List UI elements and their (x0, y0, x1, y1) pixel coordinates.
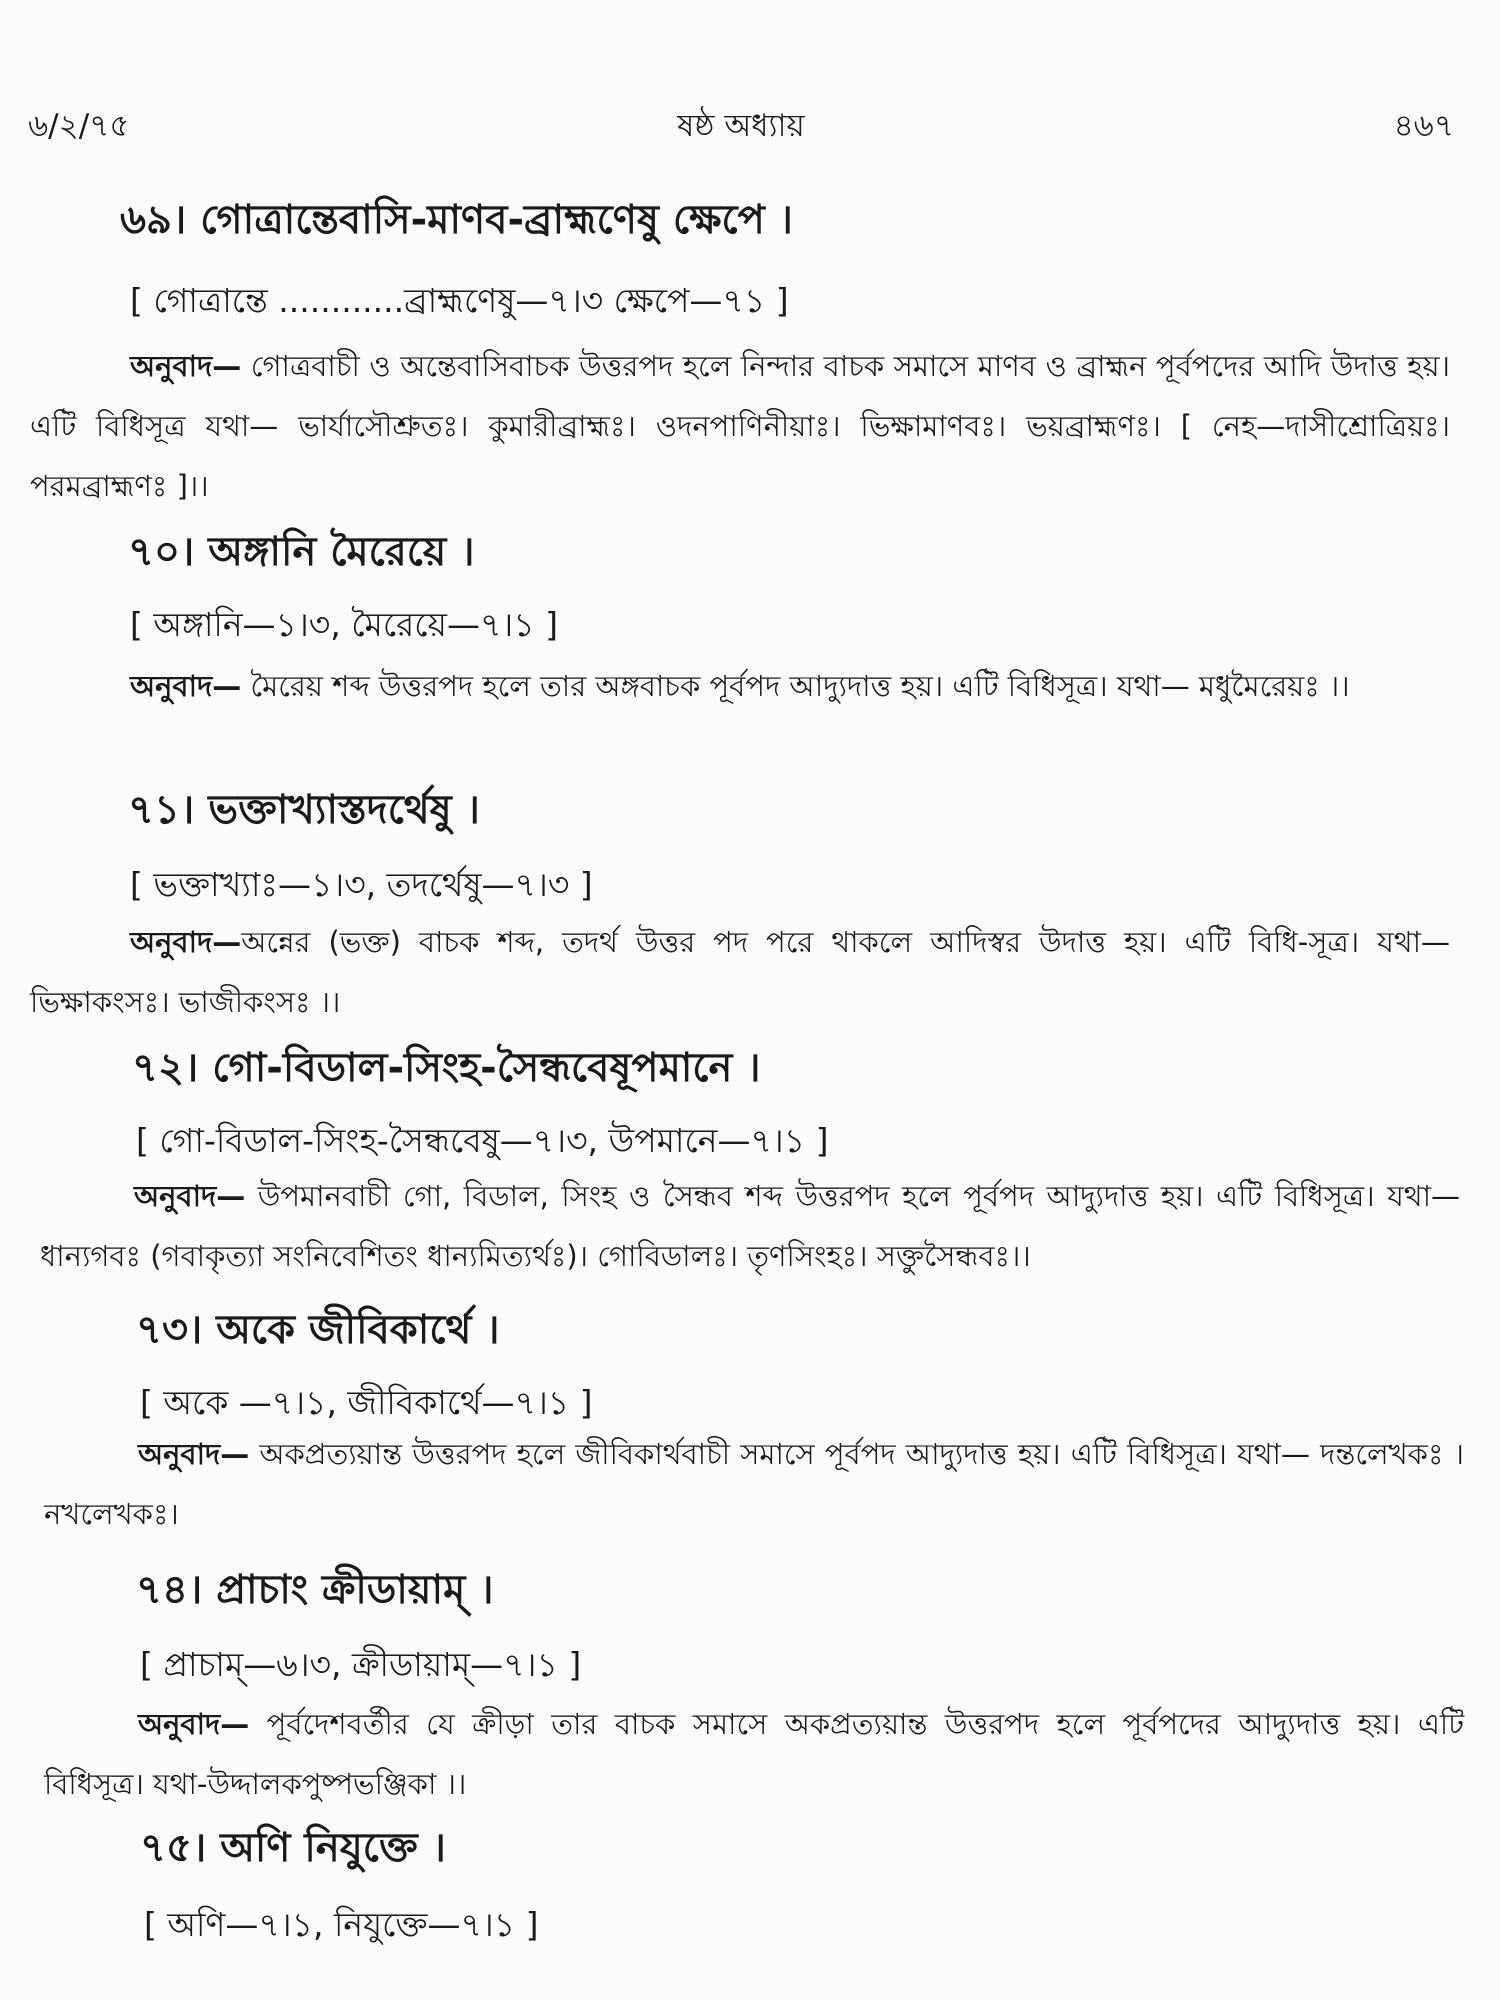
sutra-reference: [ অণি—৭।১, নিযুক্তে—৭।১ ] (144, 1905, 539, 1944)
translation-label: অনুবাদ— (130, 669, 242, 703)
translation-label: অনুবাদ— (138, 1437, 250, 1471)
translation-text: অকপ্রত্যয়ান্ত উত্তরপদ হলে জীবিকার্থবাচী সমাসে পূর্বপদ আদ্যুদাত্ত হয়। এটি বিধিসূত্র। যথা— দন্তলেখকঃ । নখলেখকঃ। (44, 1437, 1464, 1531)
sutra-reference: [ অঙ্গানি—১।৩, মৈরেয়ে—৭।১ ] (130, 605, 559, 644)
chapter-title: ষষ্ঠ অধ্যায় (677, 108, 805, 144)
translation-text: পূর্বদেশবর্তীর যে ক্রীড়া তার বাচক সমাসে অকপ্রত্যয়ান্ত উত্তরপদ হলে পূর্বপদের আদ্যুদাত্ত হয়। এটি বিধিসূত্র। যথা-উদ্দালকপুষ্পভঞ্জিকা ।। (44, 1707, 1464, 1801)
running-header (28, 104, 1454, 148)
translation-label: অনুবাদ— (138, 1707, 250, 1741)
sutra-title: ৭৫। অণি নিযুক্তে । (140, 1825, 446, 1871)
sutra-reference: [ প্রাচাম্—৬।৩, ক্রীডায়াম্—৭।১ ] (140, 1645, 582, 1684)
sutra-translation (44, 1694, 1464, 1814)
sutra-reference: [ ভক্তাখ্যাঃ—১।৩, তদর্থেষু—৭।৩ ] (130, 865, 593, 904)
sutra-title: ৭০। অঙ্গানি মৈরেয়ে । (128, 529, 475, 575)
sutra-title: ৭২। গো-বিডাল-সিংহ-সৈন্ধবেষূপমানে । (132, 1045, 761, 1091)
sutra-reference: [ গো-বিডাল-সিংহ-সৈন্ধবেষু—৭।৩, উপমানে—৭।১ ] (136, 1121, 829, 1160)
translation-label: অনুবাদ— (130, 349, 242, 383)
sutra-title: ৭৪। প্রাচাং ক্রীডায়াম্ । (136, 1567, 494, 1613)
sutra-reference: [ অকে —৭।১, জীবিকার্থে—৭।১ ] (140, 1383, 593, 1422)
translation-text: গোত্রবাচী ও অন্তেবাসিবাচক উত্তরপদ হলে নিন্দার বাচক সমাসে মাণব ও ব্রাহ্মন পূর্বপদের আদি উদাত্ত হয়। এটি বিধিসূত্র যথা— ভার্যাসৌশ্রুতঃ। কুমারীব্রাহ্মঃ। ওদনপাণিনীয়াঃ। ভিক্ষামাণবঃ। ভয়ব্রাহ্মণঃ। [ নেহ—দাসীশ্রোত্রিয়ঃ। পরমব্রাহ্মণঃ ]।। (30, 349, 1450, 503)
sutra-reference: [ গোত্রান্তে ............ব্রাহ্মণেষু—৭।৩ ক্ষেপে—৭১ ] (130, 281, 789, 320)
translation-text: অন্নের (ভক্ত) বাচক শব্দ, তদর্থ উত্তর পদ পরে থাকলে আদিস্বর উদাত্ত হয়। এটি বিধি-সূত্র। যথা—ভিক্ষাকংসঃ। ভাজীকংসঃ ।। (30, 925, 1450, 1019)
sutra-title: ৭১। ভক্তাখ্যাস্তদর্থেষু । (128, 787, 480, 833)
translation-label: অনুবাদ— (134, 1179, 246, 1213)
sutra-title: ৬৯। গোত্রান্তেবাসি-মাণব-ব্রাহ্মণেষু ক্ষেপে । (120, 197, 793, 243)
translation-label: অনুবাদ— (130, 925, 242, 959)
page-number: ৪৬৭ (1393, 108, 1454, 144)
sutra-translation (40, 1166, 1460, 1286)
sutra-translation (30, 912, 1450, 1032)
translation-text: উপমানবাচী গো, বিডাল, সিংহ ও সৈন্ধব শব্দ উত্তরপদ হলে পূর্বপদ আদ্যুদাত্ত হয়। এটি বিধিসূত্র। যথা—ধান্যগবঃ (গবাকৃত্যা সংনিবেশিতং ধান্যমিত্যর্থঃ)। গোবিডালঃ। তৃণসিংহঃ। সক্তুসৈন্ধবঃ।। (40, 1179, 1460, 1273)
translation-text: মৈরেয় শব্দ উত্তরপদ হলে তার অঙ্গবাচক পূর্বপদ আদ্যুদাত্ত হয়। এটি বিধিসূত্র। যথা— মধুমৈরেয়ঃ ।। (241, 669, 1350, 703)
sutra-title: ৭৩। অকে জীবিকার্থে । (136, 1307, 500, 1353)
sutra-translation (44, 1424, 1464, 1544)
sutra-translation (30, 656, 1450, 716)
sutra-range-label: ৬/২/৭৫ (28, 108, 130, 144)
sutra-translation (30, 336, 1450, 516)
